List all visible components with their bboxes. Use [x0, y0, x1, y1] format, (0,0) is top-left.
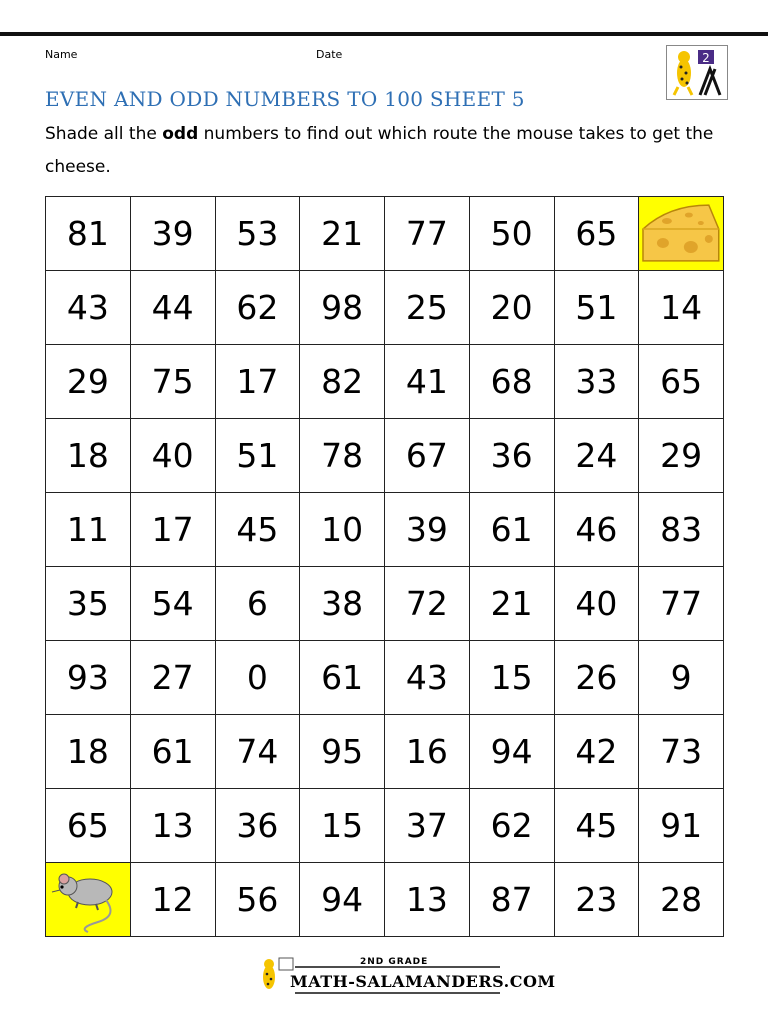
grid-cell[interactable]: 62 [470, 789, 555, 863]
logo-badge-digit: 2 [702, 51, 710, 65]
grid-cell[interactable]: 29 [46, 345, 131, 419]
grid-cell[interactable]: 61 [131, 715, 216, 789]
grid-cell[interactable]: 10 [300, 493, 385, 567]
grid-cell[interactable]: 67 [385, 419, 470, 493]
grid-cell[interactable]: 50 [470, 197, 555, 271]
grid-cell[interactable]: 6 [216, 567, 301, 641]
grid-cell[interactable]: 43 [46, 271, 131, 345]
grid-cell[interactable]: 51 [555, 271, 640, 345]
grid-cell[interactable]: 81 [46, 197, 131, 271]
grid-cell[interactable]: 39 [385, 493, 470, 567]
grid-cell[interactable]: 0 [216, 641, 301, 715]
grid-cell[interactable]: 21 [300, 197, 385, 271]
worksheet-title: EVEN AND ODD NUMBERS TO 100 SHEET 5 [45, 87, 525, 111]
grid-cell[interactable]: 41 [385, 345, 470, 419]
grid-cell[interactable]: 94 [470, 715, 555, 789]
mouse-cell[interactable] [46, 863, 131, 937]
grid-cell[interactable]: 25 [385, 271, 470, 345]
grid-cell[interactable]: 87 [470, 863, 555, 937]
grid-cell[interactable]: 40 [131, 419, 216, 493]
grid-cell[interactable]: 9 [639, 641, 724, 715]
grid-cell[interactable]: 13 [131, 789, 216, 863]
grid-cell[interactable]: 36 [216, 789, 301, 863]
grid-cell[interactable]: 38 [300, 567, 385, 641]
grid-cell[interactable]: 12 [131, 863, 216, 937]
grid-cell[interactable]: 77 [385, 197, 470, 271]
cheese-icon [639, 199, 723, 269]
grid-cell[interactable]: 65 [639, 345, 724, 419]
name-label: Name [45, 48, 78, 61]
grid-cell[interactable]: 74 [216, 715, 301, 789]
instructions-bold-odd: odd [162, 124, 199, 144]
instructions-before: Shade all the [45, 124, 163, 144]
grid-cell[interactable]: 65 [46, 789, 131, 863]
grid-cell[interactable]: 94 [300, 863, 385, 937]
grid-cell[interactable]: 28 [639, 863, 724, 937]
grid-cell[interactable]: 93 [46, 641, 131, 715]
grid-cell[interactable]: 46 [555, 493, 640, 567]
grid-cell[interactable]: 51 [216, 419, 301, 493]
grid-cell[interactable]: 18 [46, 715, 131, 789]
grid-cell[interactable]: 72 [385, 567, 470, 641]
cheese-cell[interactable] [639, 197, 724, 271]
instructions-after: numbers to find out which route the mouse takes to get the cheese. [45, 124, 714, 177]
grid-cell[interactable]: 16 [385, 715, 470, 789]
grid-cell[interactable]: 91 [639, 789, 724, 863]
grid-cell[interactable]: 39 [131, 197, 216, 271]
footer-site: MATH-SALAMANDERS.COM [290, 972, 556, 991]
instructions [45, 118, 725, 184]
grid-cell[interactable]: 43 [385, 641, 470, 715]
grid-cell[interactable]: 33 [555, 345, 640, 419]
date-label: Date [316, 48, 343, 61]
grid-cell[interactable]: 15 [300, 789, 385, 863]
grid-cell[interactable]: 26 [555, 641, 640, 715]
grid-cell[interactable]: 53 [216, 197, 301, 271]
grid-cell[interactable]: 98 [300, 271, 385, 345]
grid-cell[interactable]: 21 [470, 567, 555, 641]
grid-cell[interactable]: 95 [300, 715, 385, 789]
grid-cell[interactable]: 23 [555, 863, 640, 937]
grid-cell[interactable]: 14 [639, 271, 724, 345]
grid-cell[interactable]: 54 [131, 567, 216, 641]
grid-cell[interactable]: 13 [385, 863, 470, 937]
grid-cell[interactable]: 17 [131, 493, 216, 567]
grid-cell[interactable]: 83 [639, 493, 724, 567]
grid-cell[interactable]: 61 [470, 493, 555, 567]
grid-cell[interactable]: 18 [46, 419, 131, 493]
grid-cell[interactable]: 65 [555, 197, 640, 271]
grid-cell[interactable]: 44 [131, 271, 216, 345]
grid-cell[interactable]: 29 [639, 419, 724, 493]
grid-cell[interactable]: 75 [131, 345, 216, 419]
grid-cell[interactable]: 68 [470, 345, 555, 419]
grid-cell[interactable]: 73 [639, 715, 724, 789]
grid-cell[interactable]: 42 [555, 715, 640, 789]
grid-cell[interactable]: 61 [300, 641, 385, 715]
number-maze-grid [45, 196, 724, 937]
grid-cell[interactable]: 35 [46, 567, 131, 641]
grid-cell[interactable]: 78 [300, 419, 385, 493]
grid-cell[interactable]: 62 [216, 271, 301, 345]
grid-cell[interactable]: 45 [555, 789, 640, 863]
grid-cell[interactable]: 17 [216, 345, 301, 419]
grid-cell[interactable]: 40 [555, 567, 640, 641]
grid-cell[interactable]: 56 [216, 863, 301, 937]
grid-cell[interactable]: 24 [555, 419, 640, 493]
grid-cell[interactable]: 27 [131, 641, 216, 715]
footer-grade: 2ND GRADE [360, 957, 429, 967]
grid-cell[interactable]: 20 [470, 271, 555, 345]
grid-cell[interactable]: 45 [216, 493, 301, 567]
top-rule [0, 32, 768, 36]
grid-cell[interactable]: 11 [46, 493, 131, 567]
salamander-logo-icon [666, 45, 728, 100]
grid-cell[interactable]: 82 [300, 345, 385, 419]
mouse-icon [48, 866, 128, 934]
grid-cell[interactable]: 77 [639, 567, 724, 641]
grid-cell[interactable]: 37 [385, 789, 470, 863]
grid-cell[interactable]: 15 [470, 641, 555, 715]
grid-cell[interactable]: 36 [470, 419, 555, 493]
